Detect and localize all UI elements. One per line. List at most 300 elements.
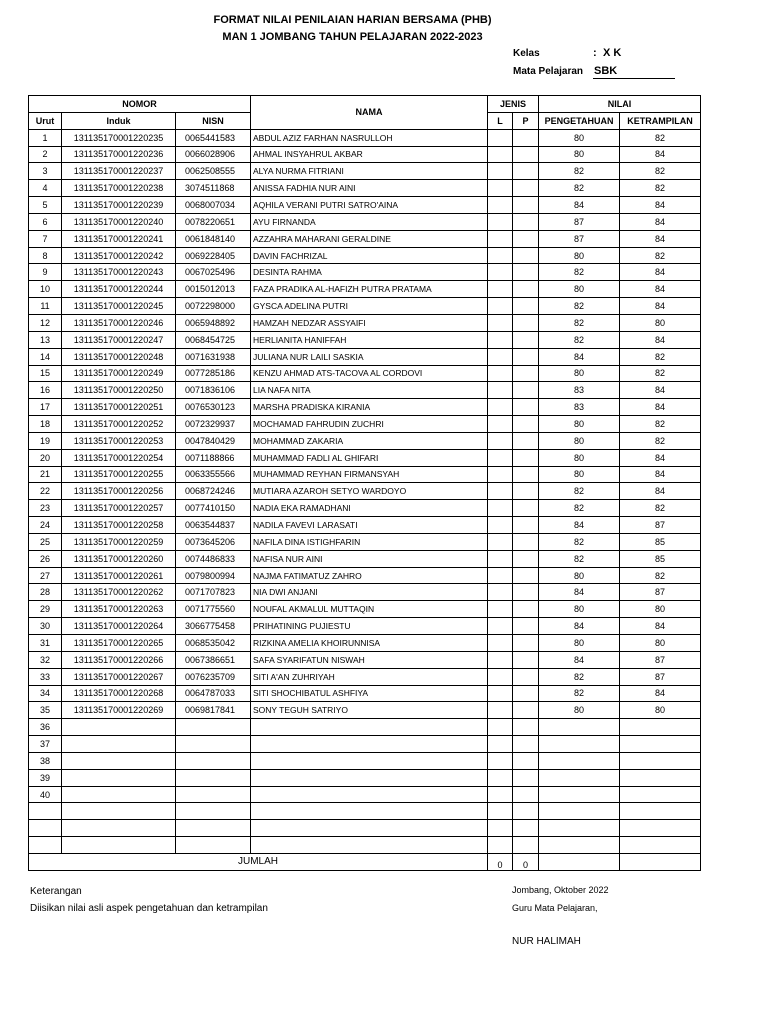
cell-urut: 14 xyxy=(29,348,62,365)
table-row xyxy=(29,331,701,348)
cell-urut: 29 xyxy=(29,601,62,618)
cell-nilai-ketrampilan: 84 xyxy=(620,483,701,500)
cell-nilai-ketrampilan: 82 xyxy=(620,432,701,449)
cell-urut xyxy=(29,820,62,837)
kelas-label: Kelas xyxy=(513,48,540,59)
cell-urut: 22 xyxy=(29,483,62,500)
document-subtitle: MAN 1 JOMBANG TAHUN PELAJARAN 2022-2023 xyxy=(222,31,483,43)
cell-nilai-pengetahuan: 80 xyxy=(539,635,620,652)
cell-nilai-pengetahuan: 83 xyxy=(539,399,620,416)
cell-nama: GYSCA ADELINA PUTRI xyxy=(251,298,488,315)
cell-jenis-p xyxy=(513,500,539,517)
cell-nilai-ketrampilan xyxy=(620,719,701,736)
table-row xyxy=(29,213,701,230)
cell-nisn: 0077285186 xyxy=(176,365,251,382)
cell-nilai-pengetahuan xyxy=(539,769,620,786)
cell-nama xyxy=(251,719,488,736)
table-row xyxy=(29,264,701,281)
cell-jenis-l xyxy=(488,382,513,399)
cell-jenis-p xyxy=(513,837,539,854)
cell-urut: 25 xyxy=(29,533,62,550)
jumlah-p: 0 xyxy=(513,853,539,870)
cell-nilai-pengetahuan: 80 xyxy=(539,466,620,483)
cell-urut: 26 xyxy=(29,550,62,567)
cell-jenis-l xyxy=(488,365,513,382)
cell-jenis-l xyxy=(488,314,513,331)
cell-urut: 1 xyxy=(29,129,62,146)
cell-induk: 131135170001220242 xyxy=(62,247,176,264)
cell-jenis-l xyxy=(488,466,513,483)
jumlah-ketrampilan xyxy=(620,853,701,870)
cell-nisn: 0067025496 xyxy=(176,264,251,281)
cell-induk: 131135170001220250 xyxy=(62,382,176,399)
cell-induk: 131135170001220244 xyxy=(62,281,176,298)
cell-jenis-p xyxy=(513,533,539,550)
header-jenis: JENIS xyxy=(488,96,539,113)
cell-induk: 131135170001220265 xyxy=(62,635,176,652)
cell-nama: NADIA EKA RAMADHANI xyxy=(251,500,488,517)
cell-urut: 24 xyxy=(29,517,62,534)
cell-nilai-ketrampilan xyxy=(620,736,701,753)
cell-nama: FAZA PRADIKA AL-HAFIZH PUTRA PRATAMA xyxy=(251,281,488,298)
table-row xyxy=(29,483,701,500)
cell-nilai-ketrampilan: 80 xyxy=(620,635,701,652)
cell-nama xyxy=(251,752,488,769)
cell-jenis-l xyxy=(488,449,513,466)
cell-nilai-pengetahuan: 82 xyxy=(539,483,620,500)
cell-nilai-pengetahuan: 80 xyxy=(539,129,620,146)
cell-nilai-ketrampilan xyxy=(620,837,701,854)
cell-nisn xyxy=(176,752,251,769)
cell-jenis-l xyxy=(488,769,513,786)
cell-nilai-pengetahuan: 80 xyxy=(539,449,620,466)
cell-urut: 27 xyxy=(29,567,62,584)
cell-jenis-p xyxy=(513,635,539,652)
cell-urut: 39 xyxy=(29,769,62,786)
cell-nama: DAVIN FACHRIZAL xyxy=(251,247,488,264)
cell-nisn: 0061848140 xyxy=(176,230,251,247)
header-pengetahuan: PENGETAHUAN xyxy=(539,112,620,129)
cell-nama: AZZAHRA MAHARANI GERALDINE xyxy=(251,230,488,247)
cell-nisn: 0073645206 xyxy=(176,533,251,550)
cell-nisn: 0069228405 xyxy=(176,247,251,264)
cell-nilai-pengetahuan: 80 xyxy=(539,567,620,584)
cell-nilai-pengetahuan: 80 xyxy=(539,146,620,163)
cell-nilai-ketrampilan: 82 xyxy=(620,247,701,264)
cell-induk xyxy=(62,752,176,769)
cell-nilai-ketrampilan: 87 xyxy=(620,584,701,601)
cell-urut: 15 xyxy=(29,365,62,382)
cell-nama: AHMAL INSYAHRUL AKBAR xyxy=(251,146,488,163)
cell-jenis-l xyxy=(488,752,513,769)
cell-urut: 23 xyxy=(29,500,62,517)
cell-urut: 21 xyxy=(29,466,62,483)
cell-nama: NIA DWI ANJANI xyxy=(251,584,488,601)
cell-jenis-p xyxy=(513,197,539,214)
cell-induk: 131135170001220266 xyxy=(62,651,176,668)
cell-nilai-ketrampilan: 82 xyxy=(620,500,701,517)
cell-jenis-p xyxy=(513,601,539,618)
cell-nilai-ketrampilan: 82 xyxy=(620,567,701,584)
table-row xyxy=(29,651,701,668)
cell-nama xyxy=(251,803,488,820)
cell-induk: 131135170001220237 xyxy=(62,163,176,180)
cell-jenis-l xyxy=(488,702,513,719)
cell-nilai-pengetahuan: 82 xyxy=(539,180,620,197)
cell-nilai-pengetahuan: 84 xyxy=(539,651,620,668)
place-date: Jombang, Oktober 2022 xyxy=(512,885,609,895)
cell-nilai-pengetahuan: 83 xyxy=(539,382,620,399)
cell-nisn: 0068454725 xyxy=(176,331,251,348)
table-row xyxy=(29,685,701,702)
cell-jenis-l xyxy=(488,820,513,837)
cell-jenis-l xyxy=(488,298,513,315)
cell-urut: 8 xyxy=(29,247,62,264)
cell-jenis-p xyxy=(513,348,539,365)
cell-jenis-p xyxy=(513,719,539,736)
cell-induk: 131135170001220241 xyxy=(62,230,176,247)
cell-nisn: 0069817841 xyxy=(176,702,251,719)
cell-induk: 131135170001220235 xyxy=(62,129,176,146)
cell-nama: JULIANA NUR LAILI SASKIA xyxy=(251,348,488,365)
cell-jenis-l xyxy=(488,601,513,618)
table-row xyxy=(29,314,701,331)
cell-nilai-pengetahuan xyxy=(539,803,620,820)
table-row xyxy=(29,803,701,820)
teacher-name: NUR HALIMAH xyxy=(512,936,581,947)
cell-urut: 19 xyxy=(29,432,62,449)
cell-nilai-pengetahuan: 80 xyxy=(539,702,620,719)
cell-nisn: 0071631938 xyxy=(176,348,251,365)
cell-nama: MOCHAMAD FAHRUDIN ZUCHRI xyxy=(251,416,488,433)
cell-nilai-pengetahuan: 87 xyxy=(539,230,620,247)
kelas-value: X K xyxy=(603,47,622,59)
cell-jenis-p xyxy=(513,432,539,449)
cell-nilai-ketrampilan: 82 xyxy=(620,129,701,146)
cell-nama: HAMZAH NEDZAR ASSYAIFI xyxy=(251,314,488,331)
cell-jenis-p xyxy=(513,517,539,534)
cell-nama: KENZU AHMAD ATS-TACOVA AL CORDOVI xyxy=(251,365,488,382)
cell-jenis-l xyxy=(488,432,513,449)
cell-jenis-l xyxy=(488,736,513,753)
cell-jenis-l xyxy=(488,197,513,214)
cell-urut: 12 xyxy=(29,314,62,331)
cell-jenis-l xyxy=(488,146,513,163)
cell-nilai-ketrampilan: 85 xyxy=(620,550,701,567)
cell-nilai-pengetahuan: 80 xyxy=(539,365,620,382)
table-row xyxy=(29,786,701,803)
cell-jenis-l xyxy=(488,213,513,230)
cell-jenis-l xyxy=(488,719,513,736)
cell-nama xyxy=(251,820,488,837)
cell-induk: 131135170001220262 xyxy=(62,584,176,601)
cell-nama: AYU FIRNANDA xyxy=(251,213,488,230)
table-row xyxy=(29,550,701,567)
cell-nilai-pengetahuan: 82 xyxy=(539,685,620,702)
cell-nisn: 0078220651 xyxy=(176,213,251,230)
header-urut: Urut xyxy=(29,112,62,129)
keterangan-label: Keterangan xyxy=(30,886,82,897)
cell-induk: 131135170001220261 xyxy=(62,567,176,584)
cell-induk: 131135170001220245 xyxy=(62,298,176,315)
cell-nilai-ketrampilan: 80 xyxy=(620,314,701,331)
header-nilai: NILAI xyxy=(539,96,701,113)
cell-jenis-l xyxy=(488,247,513,264)
cell-jenis-p xyxy=(513,752,539,769)
cell-jenis-p xyxy=(513,146,539,163)
table-row xyxy=(29,163,701,180)
cell-jenis-l xyxy=(488,517,513,534)
cell-nisn: 0077410150 xyxy=(176,500,251,517)
cell-nama: SONY TEGUH SATRIYO xyxy=(251,702,488,719)
header-nama: NAMA xyxy=(251,96,488,130)
table-row xyxy=(29,365,701,382)
document-title: FORMAT NILAI PENILAIAN HARIAN BERSAMA (PHB) xyxy=(213,14,492,26)
header-l: L xyxy=(488,112,513,129)
cell-nama: LIA NAFA NITA xyxy=(251,382,488,399)
cell-urut: 34 xyxy=(29,685,62,702)
cell-nilai-ketrampilan: 84 xyxy=(620,449,701,466)
cell-nilai-pengetahuan xyxy=(539,719,620,736)
jumlah-l: 0 xyxy=(488,853,513,870)
table-row xyxy=(29,180,701,197)
cell-nama: ALYA NURMA FITRIANI xyxy=(251,163,488,180)
cell-nilai-ketrampilan: 85 xyxy=(620,533,701,550)
cell-nisn: 0079800994 xyxy=(176,567,251,584)
table-row xyxy=(29,298,701,315)
cell-jenis-l xyxy=(488,500,513,517)
cell-nisn: 0068535042 xyxy=(176,635,251,652)
cell-nama: NOUFAL AKMALUL MUTTAQIN xyxy=(251,601,488,618)
cell-nilai-pengetahuan: 84 xyxy=(539,348,620,365)
cell-induk: 131135170001220236 xyxy=(62,146,176,163)
teacher-role: Guru Mata Pelajaran, xyxy=(512,903,598,913)
cell-urut: 18 xyxy=(29,416,62,433)
header-nisn: NISN xyxy=(176,112,251,129)
cell-induk: 131135170001220240 xyxy=(62,213,176,230)
cell-nisn: 0066028906 xyxy=(176,146,251,163)
cell-nilai-pengetahuan: 82 xyxy=(539,533,620,550)
cell-induk: 131135170001220239 xyxy=(62,197,176,214)
cell-nama: RIZKINA AMELIA KHOIRUNNISA xyxy=(251,635,488,652)
cell-jenis-p xyxy=(513,550,539,567)
cell-nilai-ketrampilan: 84 xyxy=(620,466,701,483)
cell-urut: 31 xyxy=(29,635,62,652)
keterangan-text: Diisikan nilai asli aspek pengetahuan dan ketrampilan xyxy=(30,903,268,914)
table-row xyxy=(29,584,701,601)
header-p: P xyxy=(513,112,539,129)
cell-induk xyxy=(62,769,176,786)
jumlah-row xyxy=(29,853,701,870)
cell-urut: 16 xyxy=(29,382,62,399)
cell-urut: 20 xyxy=(29,449,62,466)
table-row xyxy=(29,146,701,163)
cell-nama: ABDUL AZIZ FARHAN NASRULLOH xyxy=(251,129,488,146)
cell-nisn: 0071836106 xyxy=(176,382,251,399)
cell-urut: 28 xyxy=(29,584,62,601)
cell-nilai-pengetahuan: 84 xyxy=(539,197,620,214)
cell-induk: 131135170001220254 xyxy=(62,449,176,466)
cell-induk: 131135170001220267 xyxy=(62,668,176,685)
cell-urut: 17 xyxy=(29,399,62,416)
cell-jenis-l xyxy=(488,399,513,416)
cell-nilai-ketrampilan: 84 xyxy=(620,331,701,348)
jumlah-label: JUMLAH xyxy=(29,853,488,870)
cell-nama: NAFILA DINA ISTIGHFARIN xyxy=(251,533,488,550)
cell-jenis-l xyxy=(488,331,513,348)
cell-nilai-ketrampilan xyxy=(620,820,701,837)
cell-jenis-p xyxy=(513,769,539,786)
cell-nilai-ketrampilan: 84 xyxy=(620,618,701,635)
cell-nama: SAFA SYARIFATUN NISWAH xyxy=(251,651,488,668)
cell-jenis-p xyxy=(513,466,539,483)
cell-nilai-ketrampilan: 84 xyxy=(620,264,701,281)
cell-jenis-l xyxy=(488,550,513,567)
cell-nama: ANISSA FADHIA NUR AINI xyxy=(251,180,488,197)
cell-jenis-p xyxy=(513,584,539,601)
cell-nama: MOHAMMAD ZAKARIA xyxy=(251,432,488,449)
cell-nama: MARSHA PRADISKA KIRANIA xyxy=(251,399,488,416)
cell-jenis-p xyxy=(513,651,539,668)
table-row xyxy=(29,752,701,769)
cell-jenis-p xyxy=(513,314,539,331)
cell-urut: 38 xyxy=(29,752,62,769)
cell-jenis-p xyxy=(513,129,539,146)
header-ketrampilan: KETRAMPILAN xyxy=(620,112,701,129)
table-row xyxy=(29,533,701,550)
cell-induk: 131135170001220269 xyxy=(62,702,176,719)
cell-nilai-ketrampilan: 82 xyxy=(620,365,701,382)
cell-nisn: 0072329937 xyxy=(176,416,251,433)
grades-table xyxy=(28,95,701,871)
cell-nisn: 0064787033 xyxy=(176,685,251,702)
cell-jenis-l xyxy=(488,416,513,433)
cell-jenis-l xyxy=(488,483,513,500)
cell-induk: 131135170001220268 xyxy=(62,685,176,702)
cell-induk: 131135170001220259 xyxy=(62,533,176,550)
cell-induk xyxy=(62,719,176,736)
cell-nilai-pengetahuan: 80 xyxy=(539,416,620,433)
cell-jenis-l xyxy=(488,230,513,247)
cell-induk: 131135170001220251 xyxy=(62,399,176,416)
cell-nilai-ketrampilan: 82 xyxy=(620,416,701,433)
cell-nilai-pengetahuan: 84 xyxy=(539,618,620,635)
table-row xyxy=(29,567,701,584)
cell-nilai-pengetahuan: 82 xyxy=(539,550,620,567)
cell-nisn: 0076530123 xyxy=(176,399,251,416)
cell-nisn xyxy=(176,719,251,736)
cell-nilai-ketrampilan: 82 xyxy=(620,163,701,180)
cell-induk: 131135170001220253 xyxy=(62,432,176,449)
cell-nama: NAJMA FATIMATUZ ZAHRO xyxy=(251,567,488,584)
cell-nilai-pengetahuan: 82 xyxy=(539,163,620,180)
cell-nama xyxy=(251,786,488,803)
cell-nilai-ketrampilan: 84 xyxy=(620,213,701,230)
cell-jenis-p xyxy=(513,483,539,500)
cell-jenis-l xyxy=(488,264,513,281)
cell-nilai-ketrampilan: 84 xyxy=(620,197,701,214)
cell-jenis-p xyxy=(513,702,539,719)
cell-nama: MUTIARA AZAROH SETYO WARDOYO xyxy=(251,483,488,500)
cell-jenis-p xyxy=(513,567,539,584)
cell-jenis-p xyxy=(513,298,539,315)
cell-induk: 131135170001220238 xyxy=(62,180,176,197)
cell-jenis-l xyxy=(488,803,513,820)
cell-urut: 36 xyxy=(29,719,62,736)
cell-jenis-p xyxy=(513,180,539,197)
cell-jenis-l xyxy=(488,180,513,197)
table-row xyxy=(29,416,701,433)
cell-nilai-ketrampilan: 84 xyxy=(620,382,701,399)
cell-nilai-ketrampilan: 87 xyxy=(620,651,701,668)
cell-nisn: 0072298000 xyxy=(176,298,251,315)
cell-nama xyxy=(251,769,488,786)
cell-jenis-p xyxy=(513,786,539,803)
cell-induk: 131135170001220264 xyxy=(62,618,176,635)
cell-nilai-pengetahuan: 80 xyxy=(539,247,620,264)
cell-jenis-l xyxy=(488,129,513,146)
cell-urut: 30 xyxy=(29,618,62,635)
cell-nama: MUHAMMAD REYHAN FIRMANSYAH xyxy=(251,466,488,483)
header-induk: Induk xyxy=(62,112,176,129)
cell-jenis-p xyxy=(513,281,539,298)
cell-induk: 131135170001220255 xyxy=(62,466,176,483)
cell-nilai-pengetahuan: 82 xyxy=(539,314,620,331)
cell-urut: 35 xyxy=(29,702,62,719)
cell-induk: 131135170001220243 xyxy=(62,264,176,281)
cell-nilai-pengetahuan: 84 xyxy=(539,584,620,601)
cell-jenis-l xyxy=(488,348,513,365)
cell-nisn: 0067386651 xyxy=(176,651,251,668)
cell-nilai-ketrampilan xyxy=(620,769,701,786)
table-row xyxy=(29,466,701,483)
cell-nisn: 0063544837 xyxy=(176,517,251,534)
cell-nilai-ketrampilan: 84 xyxy=(620,298,701,315)
cell-nisn xyxy=(176,837,251,854)
cell-jenis-p xyxy=(513,449,539,466)
cell-nilai-pengetahuan xyxy=(539,736,620,753)
cell-nilai-pengetahuan xyxy=(539,786,620,803)
cell-jenis-l xyxy=(488,567,513,584)
cell-induk: 131135170001220256 xyxy=(62,483,176,500)
cell-nilai-ketrampilan xyxy=(620,786,701,803)
cell-jenis-p xyxy=(513,264,539,281)
table-row xyxy=(29,281,701,298)
cell-nisn: 0062508555 xyxy=(176,163,251,180)
table-row xyxy=(29,837,701,854)
cell-nilai-pengetahuan: 84 xyxy=(539,517,620,534)
cell-nilai-pengetahuan: 82 xyxy=(539,264,620,281)
cell-jenis-p xyxy=(513,213,539,230)
cell-jenis-p xyxy=(513,365,539,382)
cell-nisn: 0065441583 xyxy=(176,129,251,146)
cell-nilai-ketrampilan: 84 xyxy=(620,146,701,163)
cell-nisn: 0065948892 xyxy=(176,314,251,331)
table-row xyxy=(29,635,701,652)
cell-nama xyxy=(251,837,488,854)
cell-urut xyxy=(29,837,62,854)
cell-urut: 11 xyxy=(29,298,62,315)
cell-jenis-l xyxy=(488,685,513,702)
cell-nama: SITI SHOCHIBATUL ASHFIYA xyxy=(251,685,488,702)
cell-nisn: 0071707823 xyxy=(176,584,251,601)
cell-jenis-p xyxy=(513,163,539,180)
cell-nisn: 0068724246 xyxy=(176,483,251,500)
cell-nisn: 0071775560 xyxy=(176,601,251,618)
cell-induk: 131135170001220260 xyxy=(62,550,176,567)
table-row xyxy=(29,197,701,214)
table-row xyxy=(29,247,701,264)
